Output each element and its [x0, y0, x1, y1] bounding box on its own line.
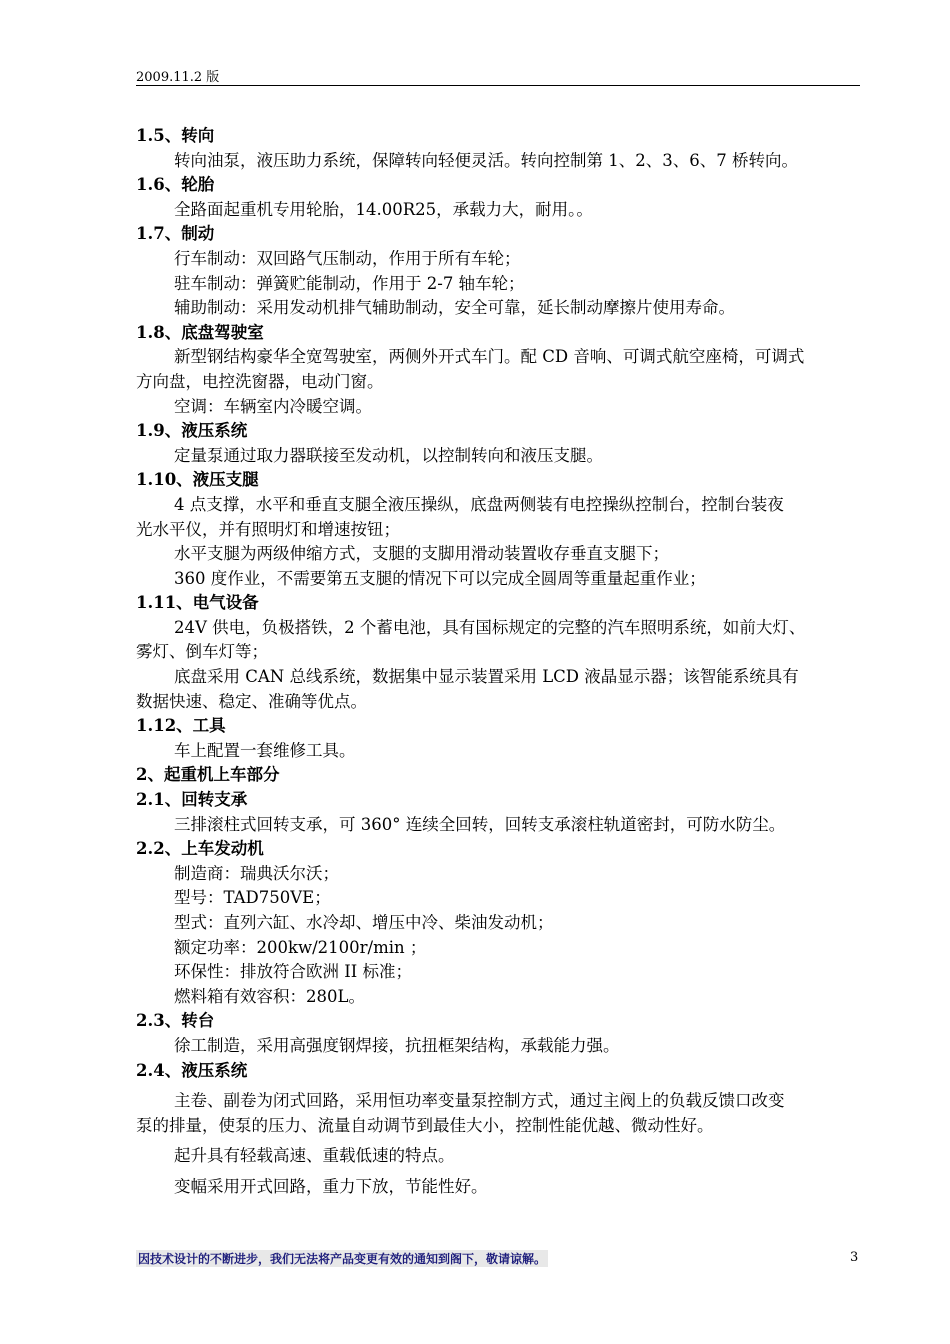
body-text-line: 变幅采用开式回路，重力下放，节能性好。 [174, 1176, 488, 1196]
body-text-line: 数据快速、稳定、准确等优点。 [136, 691, 367, 711]
body-text-line: 转向油泵，液压助力系统，保障转向轻便灵活。转向控制第 1、2、3、6、7 桥转向。 [174, 150, 798, 170]
body-text-line: 光水平仪，并有照明灯和增速按钮； [136, 519, 400, 539]
header-divider [136, 85, 860, 86]
body-text-line: 型号：TAD750VE； [174, 888, 331, 908]
body-text-line: 环保性：排放符合欧洲 II 标准； [174, 962, 413, 982]
page-number: 3 [850, 1250, 859, 1265]
body-text-line: 360 度作业，不需要第五支腿的情况下可以完成全圆周等重量起重作业； [174, 568, 706, 588]
body-text-line: 起升具有轻载高速、重载低速的特点。 [174, 1146, 455, 1166]
body-text-line: 驻车制动：弹簧贮能制动，作用于 2-7 轴车轮； [174, 273, 525, 293]
body-text-line: 新型钢结构豪华全宽驾驶室，两侧外开式车门。配 CD 音响、可调式航空座椅，可调式 [174, 347, 805, 367]
body-text-line: 泵的排量，使泵的压力、流量自动调节到最佳大小，控制性能优越、微动性好。 [136, 1115, 714, 1135]
page-header-edition: 2009.11.2 版 [136, 70, 220, 85]
body-text-line: 制造商：瑞典沃尔沃； [174, 863, 339, 883]
section-heading: 1.5、转向 [136, 126, 215, 145]
section-heading: 1.6、轮胎 [136, 175, 215, 195]
document-body [136, 124, 860, 1200]
body-text-line: 水平支腿为两级伸缩方式，支腿的支脚用滑动装置收存垂直支腿下； [174, 544, 669, 564]
body-text-line: 辅助制动：采用发动机排气辅助制动，安全可靠，延长制动摩擦片使用寿命。 [174, 298, 735, 318]
footer-notice: 因技术设计的不断进步，我们无法将产品变更有效的通知到阁下，敬请谅解。 [138, 1252, 547, 1266]
body-text-line: 全路面起重机专用轮胎，14.00R25，承载力大，耐用。。 [174, 199, 593, 219]
section-heading: 1.10、液压支腿 [136, 470, 259, 490]
body-text-line: 徐工制造，采用高强度钢焊接，抗扭框架结构，承载能力强。 [174, 1035, 620, 1055]
body-text-line: 4 点支撑，水平和垂直支腿全液压操纵，底盘两侧装有电控操纵控制台，控制台装夜 [174, 494, 784, 514]
section-heading: 1.8、底盘驾驶室 [136, 322, 264, 342]
body-text-line: 额定功率：200kw/2100r/min ； [174, 937, 427, 957]
body-text-line: 车上配置一套维修工具。 [174, 740, 356, 760]
section-heading: 1.12、工具 [136, 716, 226, 736]
body-text-line: 燃料箱有效容积：280L。 [174, 986, 365, 1006]
section-heading: 2、起重机上车部分 [136, 765, 280, 785]
body-text-line: 主卷、副卷为闭式回路，采用恒功率变量泵控制方式，通过主阀上的负载反馈口改变 [174, 1091, 785, 1111]
body-text-line: 型式：直列六缸、水冷却、增压中冷、柴油发动机； [174, 913, 554, 932]
section-heading: 1.9、液压系统 [136, 421, 248, 441]
section-heading: 2.3、转台 [136, 1011, 215, 1031]
body-text-line: 方向盘，电控洗窗器，电动门窗。 [136, 371, 384, 391]
section-heading: 2.4、液压系统 [136, 1060, 248, 1080]
body-text-line: 三排滚柱式回转支承，可 360° 连续全回转，回转支承滚柱轨道密封，可防水防尘。 [174, 814, 786, 834]
body-text-line: 空调：车辆室内冷暖空调。 [174, 396, 372, 416]
section-heading: 1.7、制动 [136, 224, 215, 244]
section-heading: 2.1、回转支承 [136, 790, 248, 810]
body-text-line: 底盘采用 CAN 总线系统，数据集中显示装置采用 LCD 液晶显示器；该智能系统具有 [174, 667, 799, 687]
section-heading: 2.2、上车发动机 [136, 839, 264, 859]
section-heading: 1.11、电气设备 [136, 593, 259, 613]
body-text-line: 雾灯、倒车灯等； [136, 642, 268, 662]
body-text-line: 行车制动：双回路气压制动，作用于所有车轮； [174, 248, 521, 268]
body-text-line: 24V 供电，负极搭铁，2 个蓄电池，具有国标规定的完整的汽车照明系统，如前大灯、 [174, 617, 806, 637]
body-text-line: 定量泵通过取力器联接至发动机，以控制转向和液压支腿。 [174, 445, 603, 465]
